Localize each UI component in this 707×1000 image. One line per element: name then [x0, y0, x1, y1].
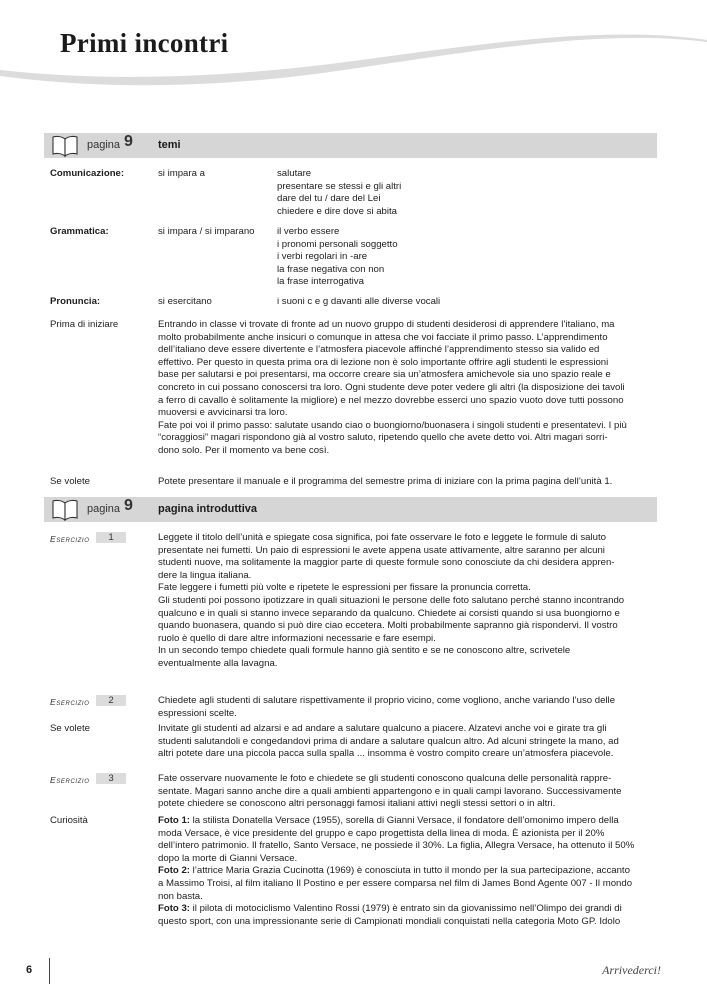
text-line: studenti nuove, ma solitamente la maggior parte di queste formule sono conosciute da chi desidera appren- — [158, 557, 615, 569]
open-book-icon — [50, 498, 80, 521]
list-item: presentare se stessi e gli altri — [277, 180, 402, 192]
comunicazione-verb: si impara a — [158, 168, 205, 179]
pronuncia-items — [277, 296, 657, 309]
text-line: quando buonasera, quando si può dire ciao eccetera. Molti probabilmente sapranno già rispondervi. Il vostro — [158, 620, 618, 632]
footer-divider — [49, 958, 50, 984]
esercizio-number: 2 — [96, 695, 126, 706]
section-bar-temi — [44, 133, 657, 158]
text-line: eventualmente alla lavagna. — [158, 657, 278, 669]
text-line: ruolo è quello di dare altre informazioni necessarie e fare esempi. — [158, 632, 436, 644]
text-line: molto probabilmente anche insicuri o comunque in attesa che voi facciate il primo passo. L’apprendimento — [158, 331, 608, 343]
text-span: l’attrice Maria Grazia Cucinotta (1969) è conosciuta in tutto il mondo per la sua partecipazione, accanto — [192, 865, 630, 877]
text-span: il pilota di motociclismo Valentino Rossi (1979) è entrato sin da giovanissimo nell’Olimpo dei grandi di — [192, 903, 622, 915]
text-line: dopo la morte di Gianni Versace. — [158, 852, 298, 864]
text-line: moda Versace, è vice presidente del gruppo e capo progettista della linea di moda. È azionista per il 20% — [158, 827, 605, 839]
prima-di-iniziare-text — [158, 319, 658, 458]
list-item: il verbo essere — [277, 226, 340, 237]
comunicazione-items — [277, 168, 657, 218]
text-line: Fate osservare nuovamente le foto e chiedete se gli studenti conoscono qualcuna delle personalità rappre- — [158, 773, 612, 784]
list-item: la frase negativa con non — [277, 263, 385, 275]
text-line: Fate poi voi il primo passo: salutate usando ciao o buongiorno/buonasera i singoli studenti e presentatevi. I più — [158, 419, 627, 431]
text-line — [158, 815, 658, 828]
list-item: dare del tu / dare del Lei — [277, 193, 381, 205]
esercizio-2-text — [158, 695, 658, 720]
text-line: altri potete dare una piccola pacca sulla spalla ... insomma è vostro compito creare un’atmosfera piacevole. — [158, 748, 614, 760]
text-line: Fate leggere i fumetti più volte e ripetete le espressioni per fissare la pronuncia corretta. — [158, 582, 531, 594]
list-item: la frase interrogativa — [277, 276, 364, 288]
se-volete-text — [158, 476, 658, 489]
text-line: dell’italiano deve essere divertente e l’atmosfera piacevole affinché l’apprendimento stesso sia valido ed — [158, 344, 600, 356]
text-line: dono solo. Per il momento va bene così. — [158, 444, 330, 456]
text-line: potete chiedere se conoscono altri personaggi famosi italiani attivi negli stessi settori o in altri. — [158, 798, 556, 810]
curiosita-label: Curiosità — [50, 815, 88, 826]
esercizio-label: Esercizio — [50, 775, 90, 785]
text-line: questo sport, con una impressionante serie di Campionati mondiali conquistati nella categoria Moto GP. Idolo — [158, 915, 621, 927]
esercizio-number: 3 — [96, 773, 126, 784]
text-line: muoversi e avvicinarsi tra loro. — [158, 407, 288, 419]
se-volete-label: Se volete — [50, 476, 91, 487]
esercizio-3-text — [158, 773, 658, 811]
text-line: concreto in cui possano conoscersi tra loro. Ogni studente deve poter vedere gli altri (la disposizione dei tavoli — [158, 381, 625, 393]
se-volete-text — [158, 723, 658, 761]
curiosita-text — [158, 815, 658, 928]
text-line: “coraggiosi” magari rispondono già al vostro saluto, ripetendo quello che avete detto voi. Altri magari sorri- — [158, 432, 608, 444]
comunicazione-label: Comunicazione: — [50, 168, 125, 179]
text-line: a Massimo Troisi, al film italiano Il Postino e per essere comparsa nel film di James Bond Agente 007 - Il mondo — [158, 877, 633, 889]
grammatica-label: Grammatica: — [50, 226, 109, 237]
section-bar-intro — [44, 497, 657, 522]
text-line — [158, 865, 658, 878]
esercizio-number: 1 — [96, 532, 126, 543]
section-title: temi — [158, 139, 181, 151]
text-line: dell’intero patrimonio. Il fratello, Santo Versace, ne possiede il 30%. La figlia, Allegra Versace, ha ottenuto il 50% — [158, 840, 635, 852]
text-line: qualcuno e in quali si stanno invece separando da qualcuno. Chiedete ai corsisti quando si usa buongiorno e — [158, 607, 620, 619]
text-line: Leggete il titolo dell’unità e spiegate cosa significa, poi fate osservare le foto e leggete le formule di saluto — [158, 532, 606, 543]
grammatica-items — [277, 226, 657, 289]
foto-label: Foto 2: — [158, 865, 190, 877]
foto-label: Foto 1: — [158, 815, 190, 826]
text-line: base per salutarsi e poi presentarsi, ma occorre creare sia un’atmosfera amichevole sia uno spazio reale e — [158, 369, 611, 381]
text-line: dere la lingua italiana. — [158, 569, 252, 581]
list-item: i pronomi personali soggetto — [277, 238, 398, 250]
text-line: Gli studenti poi possono ipotizzare in quali situazioni le persone delle foto salutano perché stanno incontrando — [158, 594, 625, 606]
text-line: sentate. Magari sanno anche dire a quali ambienti appartengono e in quali campi lavorano. Successivamente — [158, 785, 622, 797]
open-book-icon — [50, 134, 80, 157]
text-line: a ferro di cavallo è solitamente la migliore) e nel mezzo dovrebbe esserci uno spazio vuoto dove tutti possono — [158, 394, 624, 406]
text-line: presentate nei fumetti. Un paio di espressioni le avete appena usate attivamente, altre saranno per alcuni — [158, 544, 605, 556]
pronuncia-verb: si esercitano — [158, 296, 212, 307]
pronuncia-label: Pronuncia: — [50, 296, 101, 307]
foto-label: Foto 3: — [158, 903, 190, 915]
list-item: salutare — [277, 168, 312, 179]
grammatica-verb: si impara / si imparano — [158, 226, 255, 237]
text-line: espressioni scelte. — [158, 707, 237, 719]
text-span: la stilista Donatella Versace (1955), sorella di Gianni Versace, il fondatore dell’omonimo impero della — [192, 815, 619, 826]
text-line: Chiedete agli studenti di salutare rispettivamente il proprio vicino, come vogliono, anche variando l’uso delle — [158, 695, 616, 706]
page-title: Primi incontri — [60, 28, 229, 58]
section-title: pagina introduttiva — [158, 503, 257, 515]
pagina-number: 9 — [124, 497, 133, 514]
esercizio-label: Esercizio — [50, 534, 90, 544]
text-line — [158, 903, 658, 916]
text-line: Invitate gli studenti ad alzarsi e ad andare a salutare qualcuno a piacere. Alzatevi anche voi e girate tra gli — [158, 723, 607, 734]
text-line: effettivo. Per questo in questa prima ora di lezione non è solo importante offrire agli studenti le espressioni — [158, 356, 609, 368]
list-item: i suoni c e g davanti alle diverse vocali — [277, 296, 441, 307]
page-number: 6 — [26, 964, 33, 976]
pagina-label: pagina — [87, 139, 121, 151]
esercizio-label: Esercizio — [50, 697, 90, 707]
pagina-number: 9 — [124, 133, 133, 150]
text-line: non basta. — [158, 890, 203, 902]
se-volete-label: Se volete — [50, 723, 91, 734]
prima-di-iniziare-label: Prima di iniziare — [50, 319, 119, 330]
text-line: Entrando in classe vi trovate di fronte ad un nuovo gruppo di studenti desiderosi di apprendere l’italiano, ma — [158, 319, 615, 330]
list-item: i verbi regolari in -are — [277, 251, 368, 263]
text-line: In un secondo tempo chiedete quali formule hanno già sentito e se ne conoscono altre, scrivetele — [158, 645, 571, 657]
footer-brand: Arrivederci! — [602, 963, 661, 977]
text-line: studenti salutandoli e congedandovi prima di andare a salutare qualcun altro. Ad alcuni stringete la mano, ad — [158, 735, 619, 747]
list-item: chiedere e dire dove si abita — [277, 205, 397, 217]
esercizio-1-text — [158, 532, 658, 671]
pagina-label: pagina — [87, 503, 121, 515]
text-line: Potete presentare il manuale e il programma del semestre prima di iniziare con la prima pagina dell’unità 1. — [158, 476, 613, 487]
